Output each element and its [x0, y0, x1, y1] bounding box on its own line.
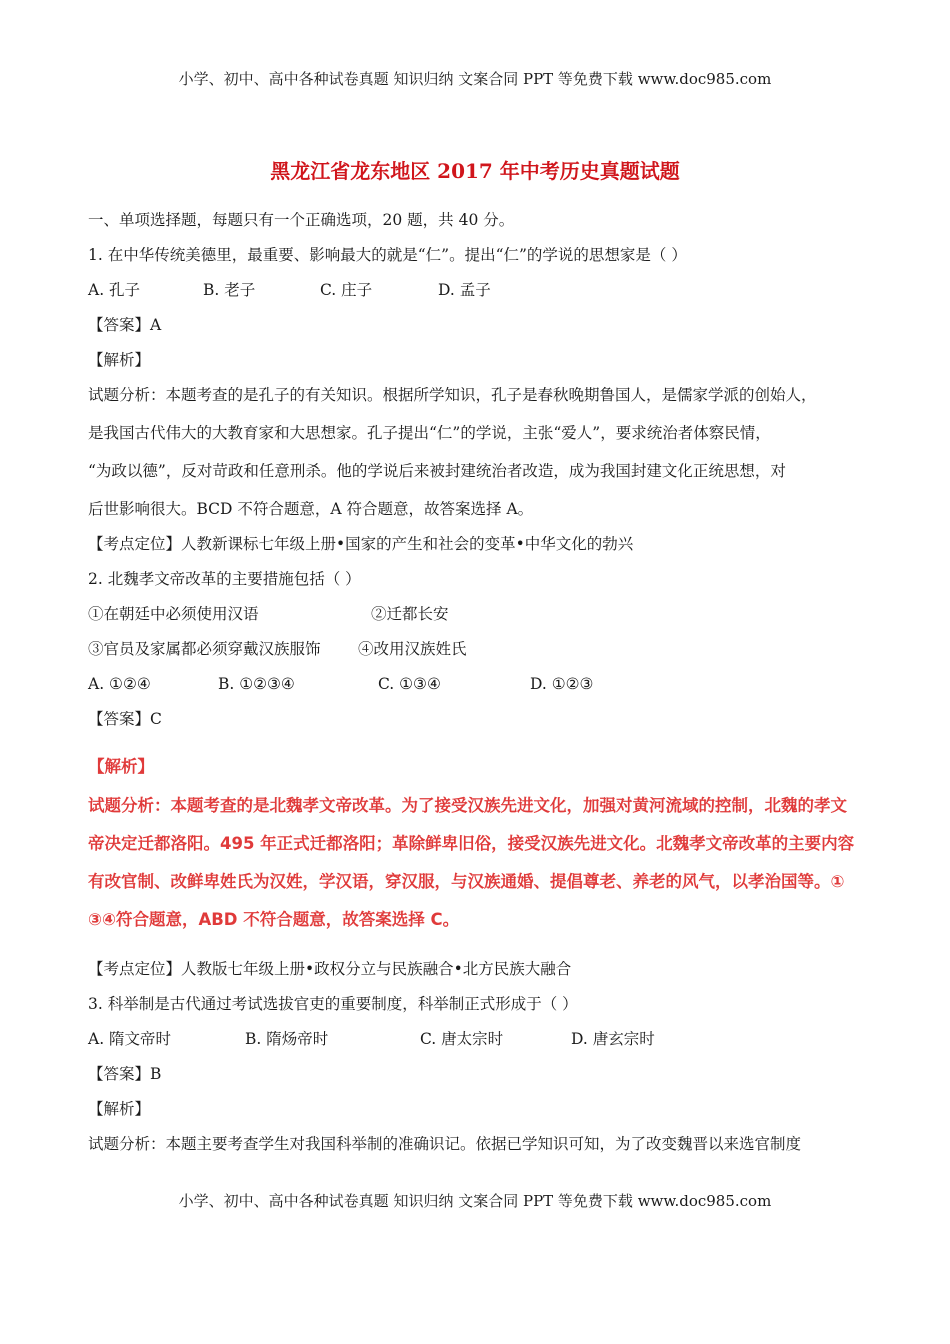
q2-answer: 【答案】C [88, 710, 162, 728]
q1-option-d: D. 孟子 [438, 281, 491, 299]
q3-option-a: A. 隋文帝时 [88, 1030, 172, 1048]
q2-point: 【考点定位】人教版七年级上册•政权分立与民族融合•北方民族大融合 [88, 960, 572, 978]
q2-item-1: ①在朝廷中必须使用汉语 [88, 605, 259, 623]
section-heading: 一、单项选择题，每题只有一个正确选项，20 题，共 40 分。 [88, 211, 515, 229]
page-footer: 小学、初中、高中各种试卷真题 知识归纳 文案合同 PPT 等免费下载 www.doc985.com [178, 1192, 772, 1210]
page-header: 小学、初中、高中各种试卷真题 知识归纳 文案合同 PPT 等免费下载 www.doc985.com [178, 70, 772, 88]
q1-option-b: B. 老子 [203, 281, 256, 299]
q1-analysis-line: “为政以德”，反对苛政和任意刑杀。他的学说后来被封建统治者改造，成为我国封建文化正统思想，对 [88, 462, 786, 480]
q1-answer: 【答案】A [88, 316, 162, 334]
q1-point: 【考点定位】人教新课标七年级上册•国家的产生和社会的变革•中华文化的勃兴 [88, 535, 634, 553]
q1-analysis-line: 后世影响很大。BCD 不符合题意，A 符合题意，故答案选择 A。 [88, 500, 534, 518]
q2-analysis-line: 帝决定迁都洛阳。495 年正式迁都洛阳；革除鲜卑旧俗，接受汉族先进文化。北魏孝文帝改革的主要内容 [88, 834, 855, 853]
q3-answer: 【答案】B [88, 1065, 162, 1083]
q2-item-4: ④改用汉族姓氏 [358, 640, 467, 658]
q1-analysis-label: 【解析】 [88, 351, 151, 369]
q3-analysis-line: 试题分析：本题主要考查学生对我国科举制的准确识记。依据已学知识可知，为了改变魏晋以来选官制度 [88, 1135, 802, 1153]
q3-option-b: B. 隋炀帝时 [245, 1030, 329, 1048]
q2-item-2: ②迁都长安 [371, 605, 449, 623]
q1-analysis-line: 是我国古代伟大的大教育家和大思想家。孔子提出“仁”的学说，主张“爱人”，要求统治者体察民情， [88, 424, 771, 442]
q2-option-a: A. ①②④ [88, 675, 151, 693]
q2-analysis-label: 【解析】 [88, 757, 154, 776]
q2-analysis-line: ③④符合题意，ABD 不符合题意，故答案选择 C。 [88, 910, 460, 929]
q1-analysis-line: 试题分析：本题考查的是孔子的有关知识。根据所学知识，孔子是春秋晚期鲁国人，是儒家学派的创始人， [88, 386, 817, 404]
q2-option-b: B. ①②③④ [218, 675, 295, 693]
q3-option-d: D. 唐玄宗时 [571, 1030, 655, 1048]
q2-option-d: D. ①②③ [530, 675, 594, 693]
q1-option-c: C. 庄子 [320, 281, 373, 299]
q1-stem: 1. 在中华传统美德里，最重要、影响最大的就是“仁”。提出“仁”的学说的思想家是（ ） [88, 246, 687, 264]
q2-item-3: ③官员及家属都必须穿戴汉族服饰 [88, 640, 321, 658]
q3-stem: 3. 科举制是古代通过考试选拔官吏的重要制度，科举制正式形成于（ ） [88, 995, 578, 1013]
q2-stem: 2. 北魏孝文帝改革的主要措施包括（ ） [88, 570, 361, 588]
q2-analysis-line: 试题分析：本题考查的是北魏孝文帝改革。为了接受汉族先进文化，加强对黄河流域的控制，北魏的孝文 [88, 796, 847, 815]
q2-option-c: C. ①③④ [378, 675, 441, 693]
q3-option-c: C. 唐太宗时 [420, 1030, 504, 1048]
q1-option-a: A. 孔子 [88, 281, 141, 299]
q2-analysis-line: 有改官制、改鲜卑姓氏为汉姓，学汉语，穿汉服，与汉族通婚、提倡尊老、养老的风气，以孝治国等。① [88, 872, 845, 891]
q3-analysis-label: 【解析】 [88, 1100, 151, 1118]
page-title: 黑龙江省龙东地区 2017 年中考历史真题试题 [270, 159, 680, 183]
